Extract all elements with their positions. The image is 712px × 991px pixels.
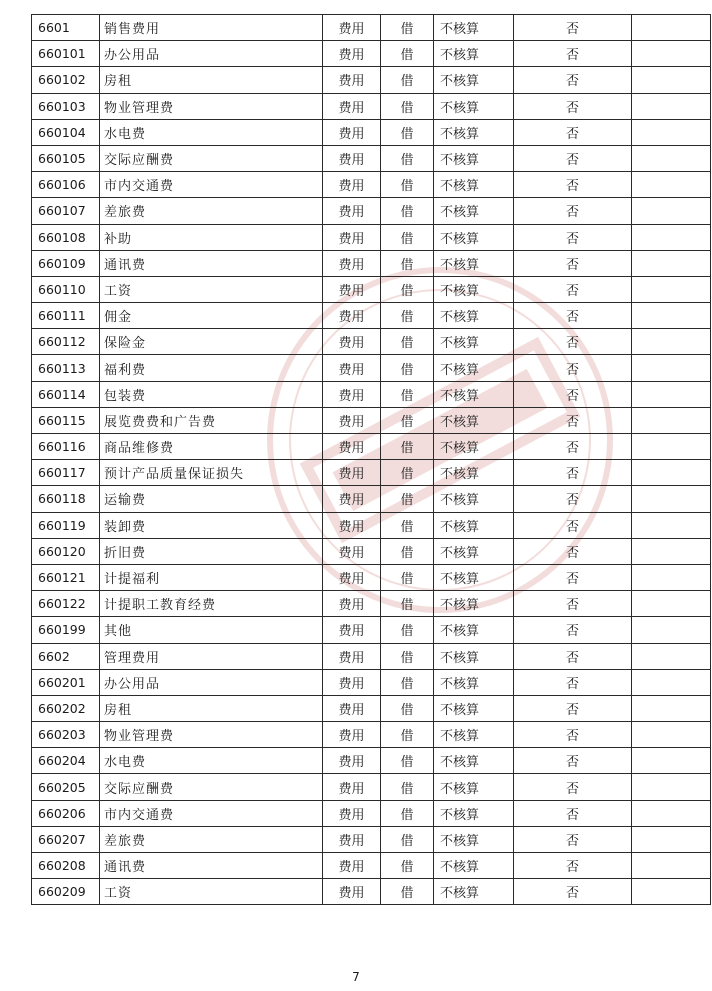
account-name-cell: 展览费费和广告费: [100, 407, 323, 433]
account-category-cell: 费用: [323, 564, 381, 590]
flag-value-cell: 否: [514, 722, 632, 748]
balance-direction-cell: 借: [381, 93, 434, 119]
account-code-cell: 660102: [32, 67, 100, 93]
account-category-cell: 费用: [323, 145, 381, 171]
account-category-cell: 费用: [323, 538, 381, 564]
empty-cell: [632, 198, 711, 224]
empty-cell: [632, 853, 711, 879]
balance-direction-cell: 借: [381, 198, 434, 224]
empty-cell: [632, 224, 711, 250]
account-code-cell: 660204: [32, 748, 100, 774]
flag-value-cell: 否: [514, 774, 632, 800]
balance-direction-cell: 借: [381, 669, 434, 695]
account-category-cell: 费用: [323, 486, 381, 512]
accounting-type-cell: 不核算: [434, 512, 514, 538]
accounting-type-cell: 不核算: [434, 669, 514, 695]
empty-cell: [632, 564, 711, 590]
empty-cell: [632, 276, 711, 302]
balance-direction-cell: 借: [381, 512, 434, 538]
account-category-cell: 费用: [323, 434, 381, 460]
empty-cell: [632, 250, 711, 276]
table-row: [32, 853, 711, 879]
account-code-cell: 660105: [32, 145, 100, 171]
account-category-cell: 费用: [323, 460, 381, 486]
flag-value-cell: 否: [514, 303, 632, 329]
account-name-cell: 交际应酬费: [100, 145, 323, 171]
account-code-cell: 660109: [32, 250, 100, 276]
flag-value-cell: 否: [514, 224, 632, 250]
account-name-cell: 运输费: [100, 486, 323, 512]
empty-cell: [632, 486, 711, 512]
table-row: [32, 250, 711, 276]
account-name-cell: 其他: [100, 617, 323, 643]
accounting-type-cell: 不核算: [434, 250, 514, 276]
account-name-cell: 房租: [100, 695, 323, 721]
balance-direction-cell: 借: [381, 591, 434, 617]
account-name-cell: 物业管理费: [100, 722, 323, 748]
empty-cell: [632, 617, 711, 643]
balance-direction-cell: 借: [381, 381, 434, 407]
account-category-cell: 费用: [323, 381, 381, 407]
accounting-type-cell: 不核算: [434, 145, 514, 171]
accounting-type-cell: 不核算: [434, 329, 514, 355]
table-row: [32, 774, 711, 800]
balance-direction-cell: 借: [381, 538, 434, 564]
account-name-cell: 销售费用: [100, 15, 323, 41]
accounting-type-cell: 不核算: [434, 564, 514, 590]
table-row: [32, 15, 711, 41]
flag-value-cell: 否: [514, 93, 632, 119]
accounting-type-cell: 不核算: [434, 538, 514, 564]
accounting-type-cell: 不核算: [434, 303, 514, 329]
table-row: [32, 722, 711, 748]
account-category-cell: 费用: [323, 276, 381, 302]
account-category-cell: 费用: [323, 250, 381, 276]
account-name-cell: 福利费: [100, 355, 323, 381]
balance-direction-cell: 借: [381, 774, 434, 800]
table-row: [32, 695, 711, 721]
page-number: 7: [352, 970, 360, 984]
account-code-cell: 660202: [32, 695, 100, 721]
flag-value-cell: 否: [514, 119, 632, 145]
flag-value-cell: 否: [514, 486, 632, 512]
accounting-type-cell: 不核算: [434, 434, 514, 460]
empty-cell: [632, 695, 711, 721]
account-code-cell: 660209: [32, 879, 100, 905]
account-category-cell: 费用: [323, 172, 381, 198]
balance-direction-cell: 借: [381, 407, 434, 433]
accounting-type-cell: 不核算: [434, 879, 514, 905]
flag-value-cell: 否: [514, 67, 632, 93]
table-row: [32, 564, 711, 590]
account-code-cell: 660199: [32, 617, 100, 643]
account-category-cell: 费用: [323, 853, 381, 879]
table-row: [32, 407, 711, 433]
flag-value-cell: 否: [514, 250, 632, 276]
empty-cell: [632, 669, 711, 695]
accounting-type-cell: 不核算: [434, 198, 514, 224]
account-category-cell: 费用: [323, 93, 381, 119]
account-name-cell: 差旅费: [100, 826, 323, 852]
account-name-cell: 交际应酬费: [100, 774, 323, 800]
account-name-cell: 包装费: [100, 381, 323, 407]
accounting-type-cell: 不核算: [434, 224, 514, 250]
empty-cell: [632, 800, 711, 826]
table-row: [32, 119, 711, 145]
account-category-cell: 费用: [323, 826, 381, 852]
flag-value-cell: 否: [514, 15, 632, 41]
table-row: [32, 434, 711, 460]
account-name-cell: 预计产品质量保证损失: [100, 460, 323, 486]
account-code-cell: 660118: [32, 486, 100, 512]
account-name-cell: 通讯费: [100, 250, 323, 276]
account-category-cell: 费用: [323, 617, 381, 643]
empty-cell: [632, 748, 711, 774]
account-category-cell: 费用: [323, 198, 381, 224]
account-category-cell: 费用: [323, 119, 381, 145]
balance-direction-cell: 借: [381, 145, 434, 171]
flag-value-cell: 否: [514, 145, 632, 171]
table-row: [32, 800, 711, 826]
balance-direction-cell: 借: [381, 617, 434, 643]
balance-direction-cell: 借: [381, 172, 434, 198]
accounting-type-cell: 不核算: [434, 381, 514, 407]
table-row: [32, 93, 711, 119]
empty-cell: [632, 722, 711, 748]
account-name-cell: 办公用品: [100, 669, 323, 695]
account-code-cell: 660115: [32, 407, 100, 433]
flag-value-cell: 否: [514, 669, 632, 695]
table-row: [32, 224, 711, 250]
account-code-cell: 660122: [32, 591, 100, 617]
empty-cell: [632, 826, 711, 852]
account-code-cell: 660120: [32, 538, 100, 564]
accounting-type-cell: 不核算: [434, 643, 514, 669]
account-code-cell: 660112: [32, 329, 100, 355]
account-name-cell: 房租: [100, 67, 323, 93]
balance-direction-cell: 借: [381, 826, 434, 852]
account-category-cell: 费用: [323, 329, 381, 355]
account-name-cell: 商品维修费: [100, 434, 323, 460]
accounting-type-cell: 不核算: [434, 93, 514, 119]
account-category-cell: 费用: [323, 407, 381, 433]
account-category-cell: 费用: [323, 41, 381, 67]
account-name-cell: 工资: [100, 276, 323, 302]
empty-cell: [632, 119, 711, 145]
table-row: [32, 303, 711, 329]
empty-cell: [632, 460, 711, 486]
account-code-cell: 660101: [32, 41, 100, 67]
balance-direction-cell: 借: [381, 643, 434, 669]
empty-cell: [632, 407, 711, 433]
flag-value-cell: 否: [514, 329, 632, 355]
table-row: [32, 276, 711, 302]
account-code-cell: 660106: [32, 172, 100, 198]
account-code-cell: 6602: [32, 643, 100, 669]
account-code-cell: 660104: [32, 119, 100, 145]
accounting-type-cell: 不核算: [434, 119, 514, 145]
flag-value-cell: 否: [514, 355, 632, 381]
account-code-cell: 660103: [32, 93, 100, 119]
table-row: [32, 198, 711, 224]
account-code-cell: 660203: [32, 722, 100, 748]
balance-direction-cell: 借: [381, 41, 434, 67]
table-row: [32, 460, 711, 486]
account-name-cell: 管理费用: [100, 643, 323, 669]
balance-direction-cell: 借: [381, 853, 434, 879]
balance-direction-cell: 借: [381, 355, 434, 381]
account-category-cell: 费用: [323, 15, 381, 41]
account-code-cell: 6601: [32, 15, 100, 41]
table-row: [32, 172, 711, 198]
account-name-cell: 市内交通费: [100, 172, 323, 198]
empty-cell: [632, 591, 711, 617]
account-name-cell: 差旅费: [100, 198, 323, 224]
balance-direction-cell: 借: [381, 67, 434, 93]
empty-cell: [632, 512, 711, 538]
table-row: [32, 67, 711, 93]
table-row: [32, 617, 711, 643]
account-category-cell: 费用: [323, 355, 381, 381]
balance-direction-cell: 借: [381, 486, 434, 512]
accounting-type-cell: 不核算: [434, 407, 514, 433]
account-name-cell: 市内交通费: [100, 800, 323, 826]
table-row: [32, 41, 711, 67]
account-category-cell: 费用: [323, 669, 381, 695]
account-category-cell: 费用: [323, 643, 381, 669]
account-category-cell: 费用: [323, 303, 381, 329]
account-code-cell: 660205: [32, 774, 100, 800]
account-code-cell: 660208: [32, 853, 100, 879]
empty-cell: [632, 15, 711, 41]
table-row: [32, 486, 711, 512]
flag-value-cell: 否: [514, 460, 632, 486]
flag-value-cell: 否: [514, 853, 632, 879]
flag-value-cell: 否: [514, 748, 632, 774]
account-code-cell: 660117: [32, 460, 100, 486]
table-row: [32, 329, 711, 355]
account-name-cell: 装卸费: [100, 512, 323, 538]
account-code-cell: 660114: [32, 381, 100, 407]
table-row: [32, 669, 711, 695]
accounting-type-cell: 不核算: [434, 748, 514, 774]
flag-value-cell: 否: [514, 276, 632, 302]
accounting-type-cell: 不核算: [434, 41, 514, 67]
table-row: [32, 145, 711, 171]
account-name-cell: 物业管理费: [100, 93, 323, 119]
account-category-cell: 费用: [323, 722, 381, 748]
accounting-type-cell: 不核算: [434, 722, 514, 748]
empty-cell: [632, 381, 711, 407]
table-row: [32, 643, 711, 669]
account-name-cell: 工资: [100, 879, 323, 905]
balance-direction-cell: 借: [381, 879, 434, 905]
flag-value-cell: 否: [514, 591, 632, 617]
empty-cell: [632, 303, 711, 329]
accounting-type-cell: 不核算: [434, 774, 514, 800]
flag-value-cell: 否: [514, 879, 632, 905]
accounting-type-cell: 不核算: [434, 460, 514, 486]
account-category-cell: 费用: [323, 224, 381, 250]
accounting-type-cell: 不核算: [434, 617, 514, 643]
balance-direction-cell: 借: [381, 695, 434, 721]
account-code-cell: 660111: [32, 303, 100, 329]
account-name-cell: 计提职工教育经费: [100, 591, 323, 617]
balance-direction-cell: 借: [381, 250, 434, 276]
balance-direction-cell: 借: [381, 434, 434, 460]
account-category-cell: 费用: [323, 67, 381, 93]
empty-cell: [632, 879, 711, 905]
balance-direction-cell: 借: [381, 119, 434, 145]
accounting-type-cell: 不核算: [434, 486, 514, 512]
empty-cell: [632, 355, 711, 381]
accounting-type-cell: 不核算: [434, 15, 514, 41]
empty-cell: [632, 538, 711, 564]
empty-cell: [632, 774, 711, 800]
account-category-cell: 费用: [323, 800, 381, 826]
balance-direction-cell: 借: [381, 460, 434, 486]
flag-value-cell: 否: [514, 198, 632, 224]
account-name-cell: 保险金: [100, 329, 323, 355]
account-code-cell: 660116: [32, 434, 100, 460]
empty-cell: [632, 434, 711, 460]
flag-value-cell: 否: [514, 538, 632, 564]
flag-value-cell: 否: [514, 826, 632, 852]
flag-value-cell: 否: [514, 643, 632, 669]
empty-cell: [632, 172, 711, 198]
account-name-cell: 折旧费: [100, 538, 323, 564]
balance-direction-cell: 借: [381, 15, 434, 41]
flag-value-cell: 否: [514, 434, 632, 460]
account-code-cell: 660121: [32, 564, 100, 590]
account-code-cell: 660206: [32, 800, 100, 826]
empty-cell: [632, 329, 711, 355]
account-category-cell: 费用: [323, 591, 381, 617]
account-table-body: [32, 15, 711, 905]
empty-cell: [632, 93, 711, 119]
account-code-cell: 660107: [32, 198, 100, 224]
table-row: [32, 355, 711, 381]
account-code-cell: 660207: [32, 826, 100, 852]
flag-value-cell: 否: [514, 512, 632, 538]
balance-direction-cell: 借: [381, 800, 434, 826]
empty-cell: [632, 145, 711, 171]
balance-direction-cell: 借: [381, 748, 434, 774]
accounting-type-cell: 不核算: [434, 67, 514, 93]
accounting-type-cell: 不核算: [434, 591, 514, 617]
account-category-cell: 费用: [323, 512, 381, 538]
empty-cell: [632, 41, 711, 67]
balance-direction-cell: 借: [381, 564, 434, 590]
flag-value-cell: 否: [514, 172, 632, 198]
accounting-type-cell: 不核算: [434, 800, 514, 826]
flag-value-cell: 否: [514, 564, 632, 590]
flag-value-cell: 否: [514, 41, 632, 67]
accounting-type-cell: 不核算: [434, 695, 514, 721]
account-name-cell: 佣金: [100, 303, 323, 329]
empty-cell: [632, 643, 711, 669]
flag-value-cell: 否: [514, 800, 632, 826]
table-row: [32, 748, 711, 774]
account-category-cell: 费用: [323, 748, 381, 774]
table-row: [32, 512, 711, 538]
balance-direction-cell: 借: [381, 224, 434, 250]
flag-value-cell: 否: [514, 695, 632, 721]
table-row: [32, 381, 711, 407]
account-code-cell: 660119: [32, 512, 100, 538]
balance-direction-cell: 借: [381, 722, 434, 748]
account-category-cell: 费用: [323, 879, 381, 905]
table-row: [32, 538, 711, 564]
account-code-cell: 660113: [32, 355, 100, 381]
account-name-cell: 水电费: [100, 119, 323, 145]
account-category-cell: 费用: [323, 774, 381, 800]
account-name-cell: 水电费: [100, 748, 323, 774]
balance-direction-cell: 借: [381, 329, 434, 355]
balance-direction-cell: 借: [381, 303, 434, 329]
account-name-cell: 通讯费: [100, 853, 323, 879]
table-row: [32, 879, 711, 905]
table-row: [32, 591, 711, 617]
account-name-cell: 办公用品: [100, 41, 323, 67]
account-name-cell: 补助: [100, 224, 323, 250]
account-code-cell: 660201: [32, 669, 100, 695]
accounting-type-cell: 不核算: [434, 355, 514, 381]
flag-value-cell: 否: [514, 381, 632, 407]
account-code-cell: 660110: [32, 276, 100, 302]
flag-value-cell: 否: [514, 617, 632, 643]
account-code-cell: 660108: [32, 224, 100, 250]
account-name-cell: 计提福利: [100, 564, 323, 590]
account-category-cell: 费用: [323, 695, 381, 721]
account-table: [31, 14, 711, 905]
flag-value-cell: 否: [514, 407, 632, 433]
accounting-type-cell: 不核算: [434, 826, 514, 852]
table-row: [32, 826, 711, 852]
accounting-type-cell: 不核算: [434, 172, 514, 198]
accounting-type-cell: 不核算: [434, 276, 514, 302]
accounting-type-cell: 不核算: [434, 853, 514, 879]
balance-direction-cell: 借: [381, 276, 434, 302]
empty-cell: [632, 67, 711, 93]
